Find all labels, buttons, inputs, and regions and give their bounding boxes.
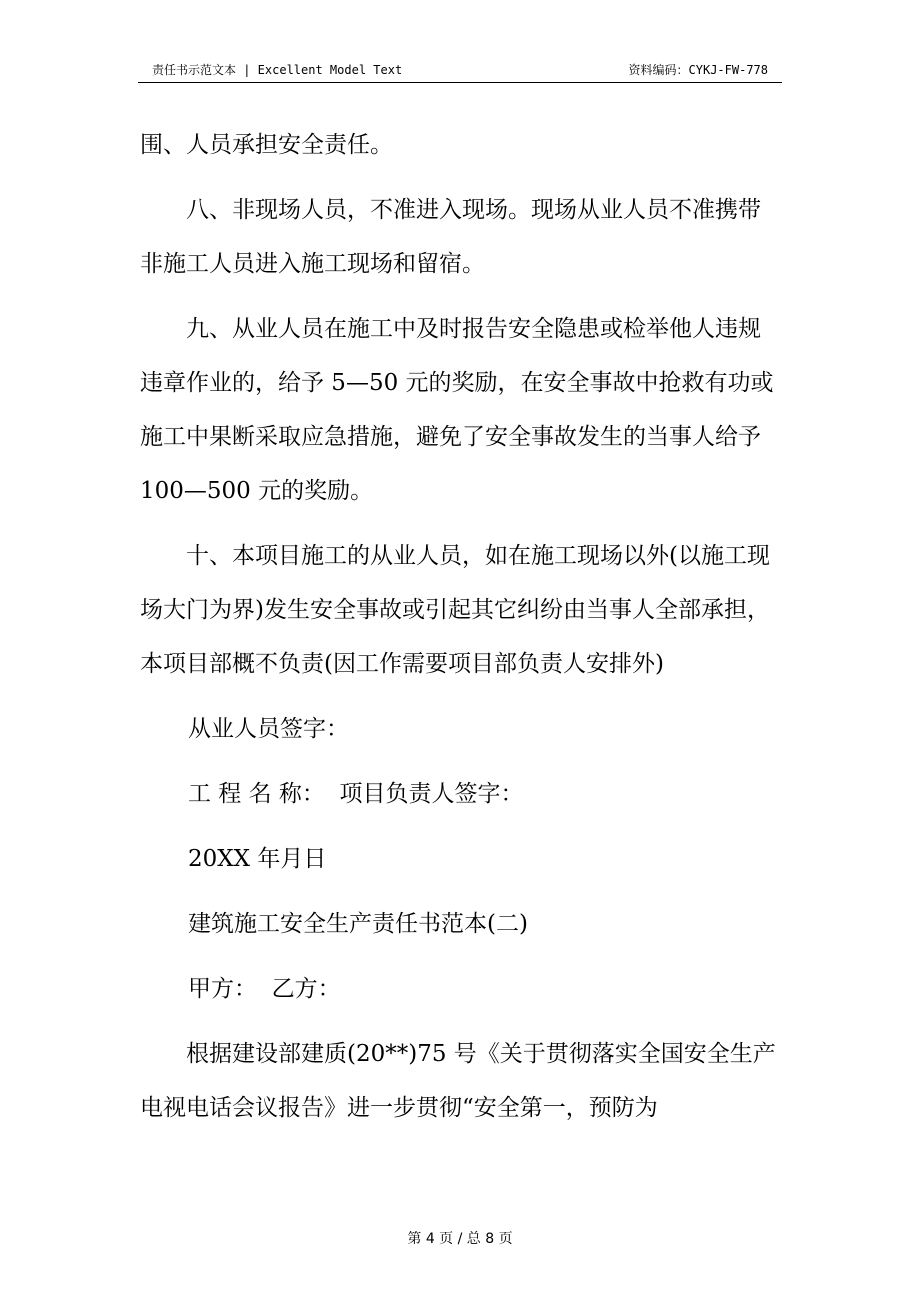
document-code: 资料编码：CYKJ-FW-778	[628, 63, 768, 77]
section-title: 建筑施工安全生产责任书范本(二)	[188, 911, 528, 937]
page-number: 第 4 页 / 总 8 页	[407, 1231, 513, 1247]
parties-line: 甲方： 乙方：	[188, 976, 341, 1002]
paragraph-clause-9: 九、从业人员在施工中及时报告安全隐患或检举他人违规违章作业的，给予 5—50 元的奖励，在安全事故中抢救有功或施工中果断采取应急措施，避免了安全事故发生的当事人给予 100—500 元的奖励。	[140, 316, 774, 504]
paragraph-clause-10: 十、本项目施工的从业人员，如在施工现场以外(以施工现场大门为界)发生安全事故或引起其它纠纷由当事人全部承担，本项目部概不负责(因工作需要项目部负责人安排外)	[140, 543, 770, 677]
date-line: 20XX 年月日	[188, 846, 327, 872]
page-header	[138, 60, 782, 83]
worker-signature-line: 从业人员签字：	[188, 716, 349, 742]
header-title: 责任书示范文本 | Excellent Model Text	[152, 63, 403, 77]
paragraph-intro: 根据建设部建质(20**)75 号《关于贯彻落实全国安全生产电视电话会议报告》进一步贯彻“安全第一，预防为	[140, 1041, 776, 1121]
paragraph-continued: 围、人员承担安全责任。	[140, 132, 393, 158]
document-body	[140, 118, 780, 1146]
project-signature-line: 工 程 名 称： 项目负责人签字：	[188, 781, 524, 807]
paragraph-clause-8: 八、非现场人员，不准进入现场。现场从业人员不准携带非施工人员进入施工现场和留宿。	[140, 197, 761, 277]
